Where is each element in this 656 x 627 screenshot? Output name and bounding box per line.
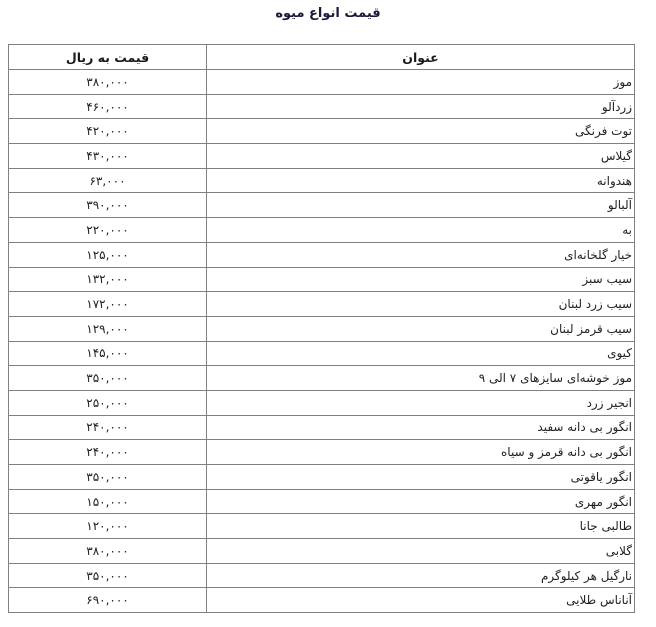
fruit-price: ۱۲۹,۰۰۰	[9, 316, 207, 341]
fruit-price: ۴۲۰,۰۰۰	[9, 119, 207, 144]
fruit-name: موز	[207, 70, 635, 95]
fruit-price: ۱۳۲,۰۰۰	[9, 267, 207, 292]
fruit-name: آناناس طلایی	[207, 588, 635, 613]
fruit-name: سیب قرمز لبنان	[207, 316, 635, 341]
fruit-price: ۱۵۰,۰۰۰	[9, 489, 207, 514]
table-row	[9, 144, 635, 169]
table-row	[9, 193, 635, 218]
table-row	[9, 440, 635, 465]
table-body	[9, 70, 635, 613]
fruit-price-table	[8, 44, 635, 613]
fruit-name: موز خوشه‌ای سایزهای ۷ الی ۹	[207, 366, 635, 391]
table-row	[9, 242, 635, 267]
column-header-price: قیمت به ریال	[9, 45, 207, 70]
fruit-name: انگور بی دانه قرمز و سیاه	[207, 440, 635, 465]
fruit-name: انگور بی دانه سفید	[207, 415, 635, 440]
table-row	[9, 119, 635, 144]
fruit-name: انجیر زرد	[207, 390, 635, 415]
fruit-name: گلابی	[207, 539, 635, 564]
fruit-price: ۲۴۰,۰۰۰	[9, 440, 207, 465]
fruit-price: ۲۵۰,۰۰۰	[9, 390, 207, 415]
fruit-price: ۶۹۰,۰۰۰	[9, 588, 207, 613]
table-row	[9, 267, 635, 292]
fruit-name: خیار گلخانه‌ای	[207, 242, 635, 267]
fruit-name: توت فرنگی	[207, 119, 635, 144]
fruit-name: زردآلو	[207, 94, 635, 119]
fruit-price: ۳۹۰,۰۰۰	[9, 193, 207, 218]
fruit-price: ۲۲۰,۰۰۰	[9, 218, 207, 243]
table-row	[9, 465, 635, 490]
fruit-price: ۴۶۰,۰۰۰	[9, 94, 207, 119]
table-row	[9, 70, 635, 95]
fruit-name: سیب زرد لبنان	[207, 292, 635, 317]
table-row	[9, 489, 635, 514]
table-row	[9, 563, 635, 588]
table-row	[9, 514, 635, 539]
table-row	[9, 94, 635, 119]
fruit-price: ۱۴۵,۰۰۰	[9, 341, 207, 366]
fruit-price: ۳۵۰,۰۰۰	[9, 465, 207, 490]
fruit-name: گیلاس	[207, 144, 635, 169]
table-row	[9, 168, 635, 193]
fruit-name: انگور یاقوتی	[207, 465, 635, 490]
table-row	[9, 316, 635, 341]
table-row	[9, 218, 635, 243]
table-row	[9, 588, 635, 613]
table-row	[9, 415, 635, 440]
page-title: قیمت انواع میوه	[275, 6, 381, 21]
fruit-price: ۲۴۰,۰۰۰	[9, 415, 207, 440]
fruit-price: ۳۵۰,۰۰۰	[9, 563, 207, 588]
fruit-name: انگور مهری	[207, 489, 635, 514]
table-row	[9, 292, 635, 317]
fruit-price: ۱۷۲,۰۰۰	[9, 292, 207, 317]
fruit-price: ۱۲۵,۰۰۰	[9, 242, 207, 267]
fruit-name: هندوانه	[207, 168, 635, 193]
fruit-name: کیوی	[207, 341, 635, 366]
fruit-price: ۳۵۰,۰۰۰	[9, 366, 207, 391]
fruit-price: ۱۲۰,۰۰۰	[9, 514, 207, 539]
fruit-price: ۴۳۰,۰۰۰	[9, 144, 207, 169]
fruit-price: ۳۸۰,۰۰۰	[9, 70, 207, 95]
fruit-name: آلبالو	[207, 193, 635, 218]
fruit-price: ۶۳,۰۰۰	[9, 168, 207, 193]
table-row	[9, 539, 635, 564]
table-header-row	[9, 45, 635, 70]
fruit-price: ۳۸۰,۰۰۰	[9, 539, 207, 564]
table-row	[9, 341, 635, 366]
fruit-name: نارگیل هر کیلوگرم	[207, 563, 635, 588]
fruit-name: طالبی جانا	[207, 514, 635, 539]
table-row	[9, 366, 635, 391]
fruit-name: سیب سبز	[207, 267, 635, 292]
table-row	[9, 390, 635, 415]
fruit-name: به	[207, 218, 635, 243]
column-header-name: عنوان	[207, 45, 635, 70]
